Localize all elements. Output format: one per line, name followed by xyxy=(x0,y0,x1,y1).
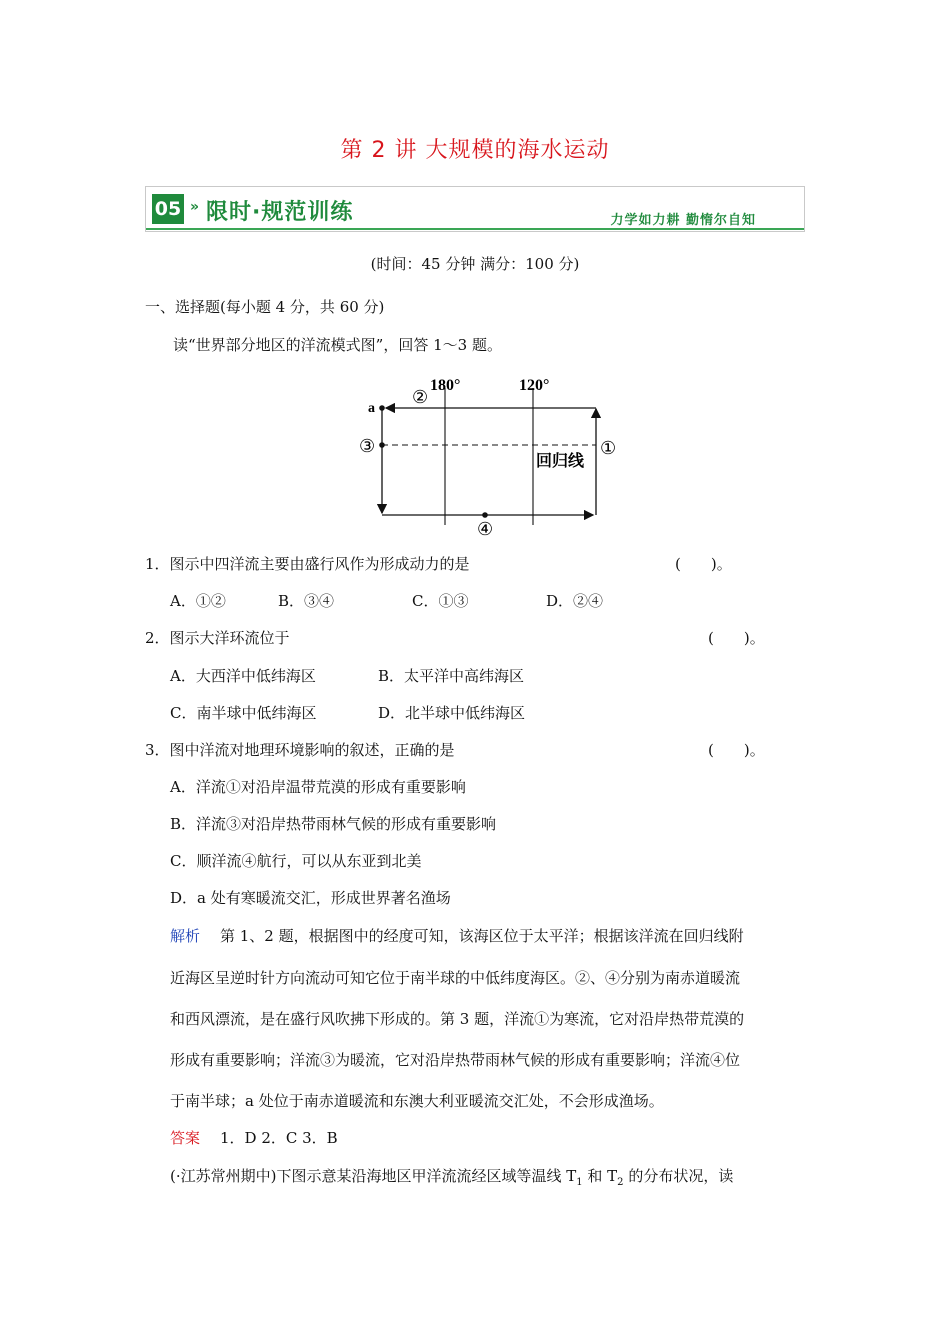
analysis-line-4: 形成有重要影响；洋流③为暖流，它对沿岸热带雨林气候的形成有重要影响；洋流④位 xyxy=(170,1051,741,1069)
figure-intro: 读“世界部分地区的洋流模式图”，回答 1～3 题。 xyxy=(173,336,502,354)
next-intro-part-2: 和 T xyxy=(582,1167,618,1185)
question-3-answer-blank: ( )。 xyxy=(708,741,765,759)
question-2-option-b: B．太平洋中高纬海区 xyxy=(378,667,525,685)
analysis-line-3: 和西风漂流，是在盛行风吹拂下形成的。第 3 题，洋流①为寒流，它对沿岸热带荒漠的 xyxy=(170,1010,745,1028)
section-banner xyxy=(145,186,805,232)
question-3-option-a: A．洋流①对沿岸温带荒漠的形成有重要影响 xyxy=(170,778,466,796)
label-current-2: ② xyxy=(412,387,429,408)
question-3-stem: 3．图中洋流对地理环境影响的叙述，正确的是 xyxy=(145,741,455,759)
page-title: 第 2 讲 大规模的海水运动 xyxy=(340,138,610,163)
ocean-current-diagram xyxy=(352,368,632,540)
answer-label: 答案 xyxy=(170,1129,201,1147)
question-2-option-c: C．南半球中低纬海区 xyxy=(170,704,317,722)
question-2-answer-blank: ( )。 xyxy=(708,629,765,647)
question-1-stem: 1．图示中四洋流主要由盛行风作为形成动力的是 xyxy=(145,555,470,573)
point-4-dot xyxy=(482,512,488,518)
question-2-stem: 2．图示大洋环流位于 xyxy=(145,629,290,647)
question-3-option-c: C．顺洋流④航行，可以从东亚到北美 xyxy=(170,852,422,870)
analysis-label: 解析 xyxy=(170,927,201,945)
question-1-option-d: D．②④ xyxy=(546,592,604,610)
question-1-option-c: C．①③ xyxy=(412,592,469,610)
point-3-dot xyxy=(379,442,385,448)
label-120: 120° xyxy=(519,377,550,394)
chevron-icon: » xyxy=(190,199,200,215)
banner-number: 05 xyxy=(152,194,184,224)
question-3-option-d: D．a 处有寒暖流交汇，形成世界著名渔场 xyxy=(170,889,451,907)
label-current-3: ③ xyxy=(359,436,376,457)
question-1-answer-blank: ( )。 xyxy=(675,555,732,573)
banner-motto: 力学如力耕 勤惰尔自知 xyxy=(610,213,756,228)
next-intro-part-3: 的分布状况，读 xyxy=(623,1167,734,1185)
question-2-option-a: A．大西洋中低纬海区 xyxy=(170,667,316,685)
next-intro-subscript-1: 1 xyxy=(576,1177,583,1188)
question-2-option-d: D．北半球中低纬海区 xyxy=(378,704,526,722)
next-question-intro xyxy=(170,1166,733,1193)
question-1-option-b: B．③④ xyxy=(278,592,335,610)
banner-underline xyxy=(146,228,804,230)
question-3-option-b: B．洋流③对沿岸热带雨林气候的形成有重要影响 xyxy=(170,815,497,833)
banner-title: 限时·规范训练 xyxy=(206,200,354,225)
label-tropic: 回归线 xyxy=(536,451,585,470)
label-current-4: ④ xyxy=(477,519,494,540)
label-current-1: ① xyxy=(600,438,617,459)
analysis-line-1: 第 1、2 题，根据图中的经度可知，该海区位于太平洋；根据该洋流在回归线附 xyxy=(220,927,744,945)
analysis-line-2: 近海区呈逆时针方向流动可知它位于南半球的中低纬度海区。②、④分别为南赤道暖流 xyxy=(170,969,741,987)
next-intro-part-1: (·江苏常州期中)下图示意某沿海地区甲洋流流经区域等温线 T xyxy=(170,1167,577,1185)
label-180: 180° xyxy=(430,377,461,394)
section-heading: 一、选择题(每小题 4 分，共 60 分) xyxy=(145,298,385,316)
label-a: a xyxy=(368,401,375,416)
analysis-line-5: 于南半球；a 处位于南赤道暖流和东澳大利亚暖流交汇处，不会形成渔场。 xyxy=(170,1092,664,1110)
question-1-option-a: A．①② xyxy=(170,592,226,610)
time-info: (时间：45 分钟 满分：100 分) xyxy=(370,255,580,273)
answer-text: 1．D 2．C 3．B xyxy=(220,1129,338,1147)
next-intro-subscript-2: 2 xyxy=(617,1177,624,1188)
point-a-dot xyxy=(379,405,385,411)
